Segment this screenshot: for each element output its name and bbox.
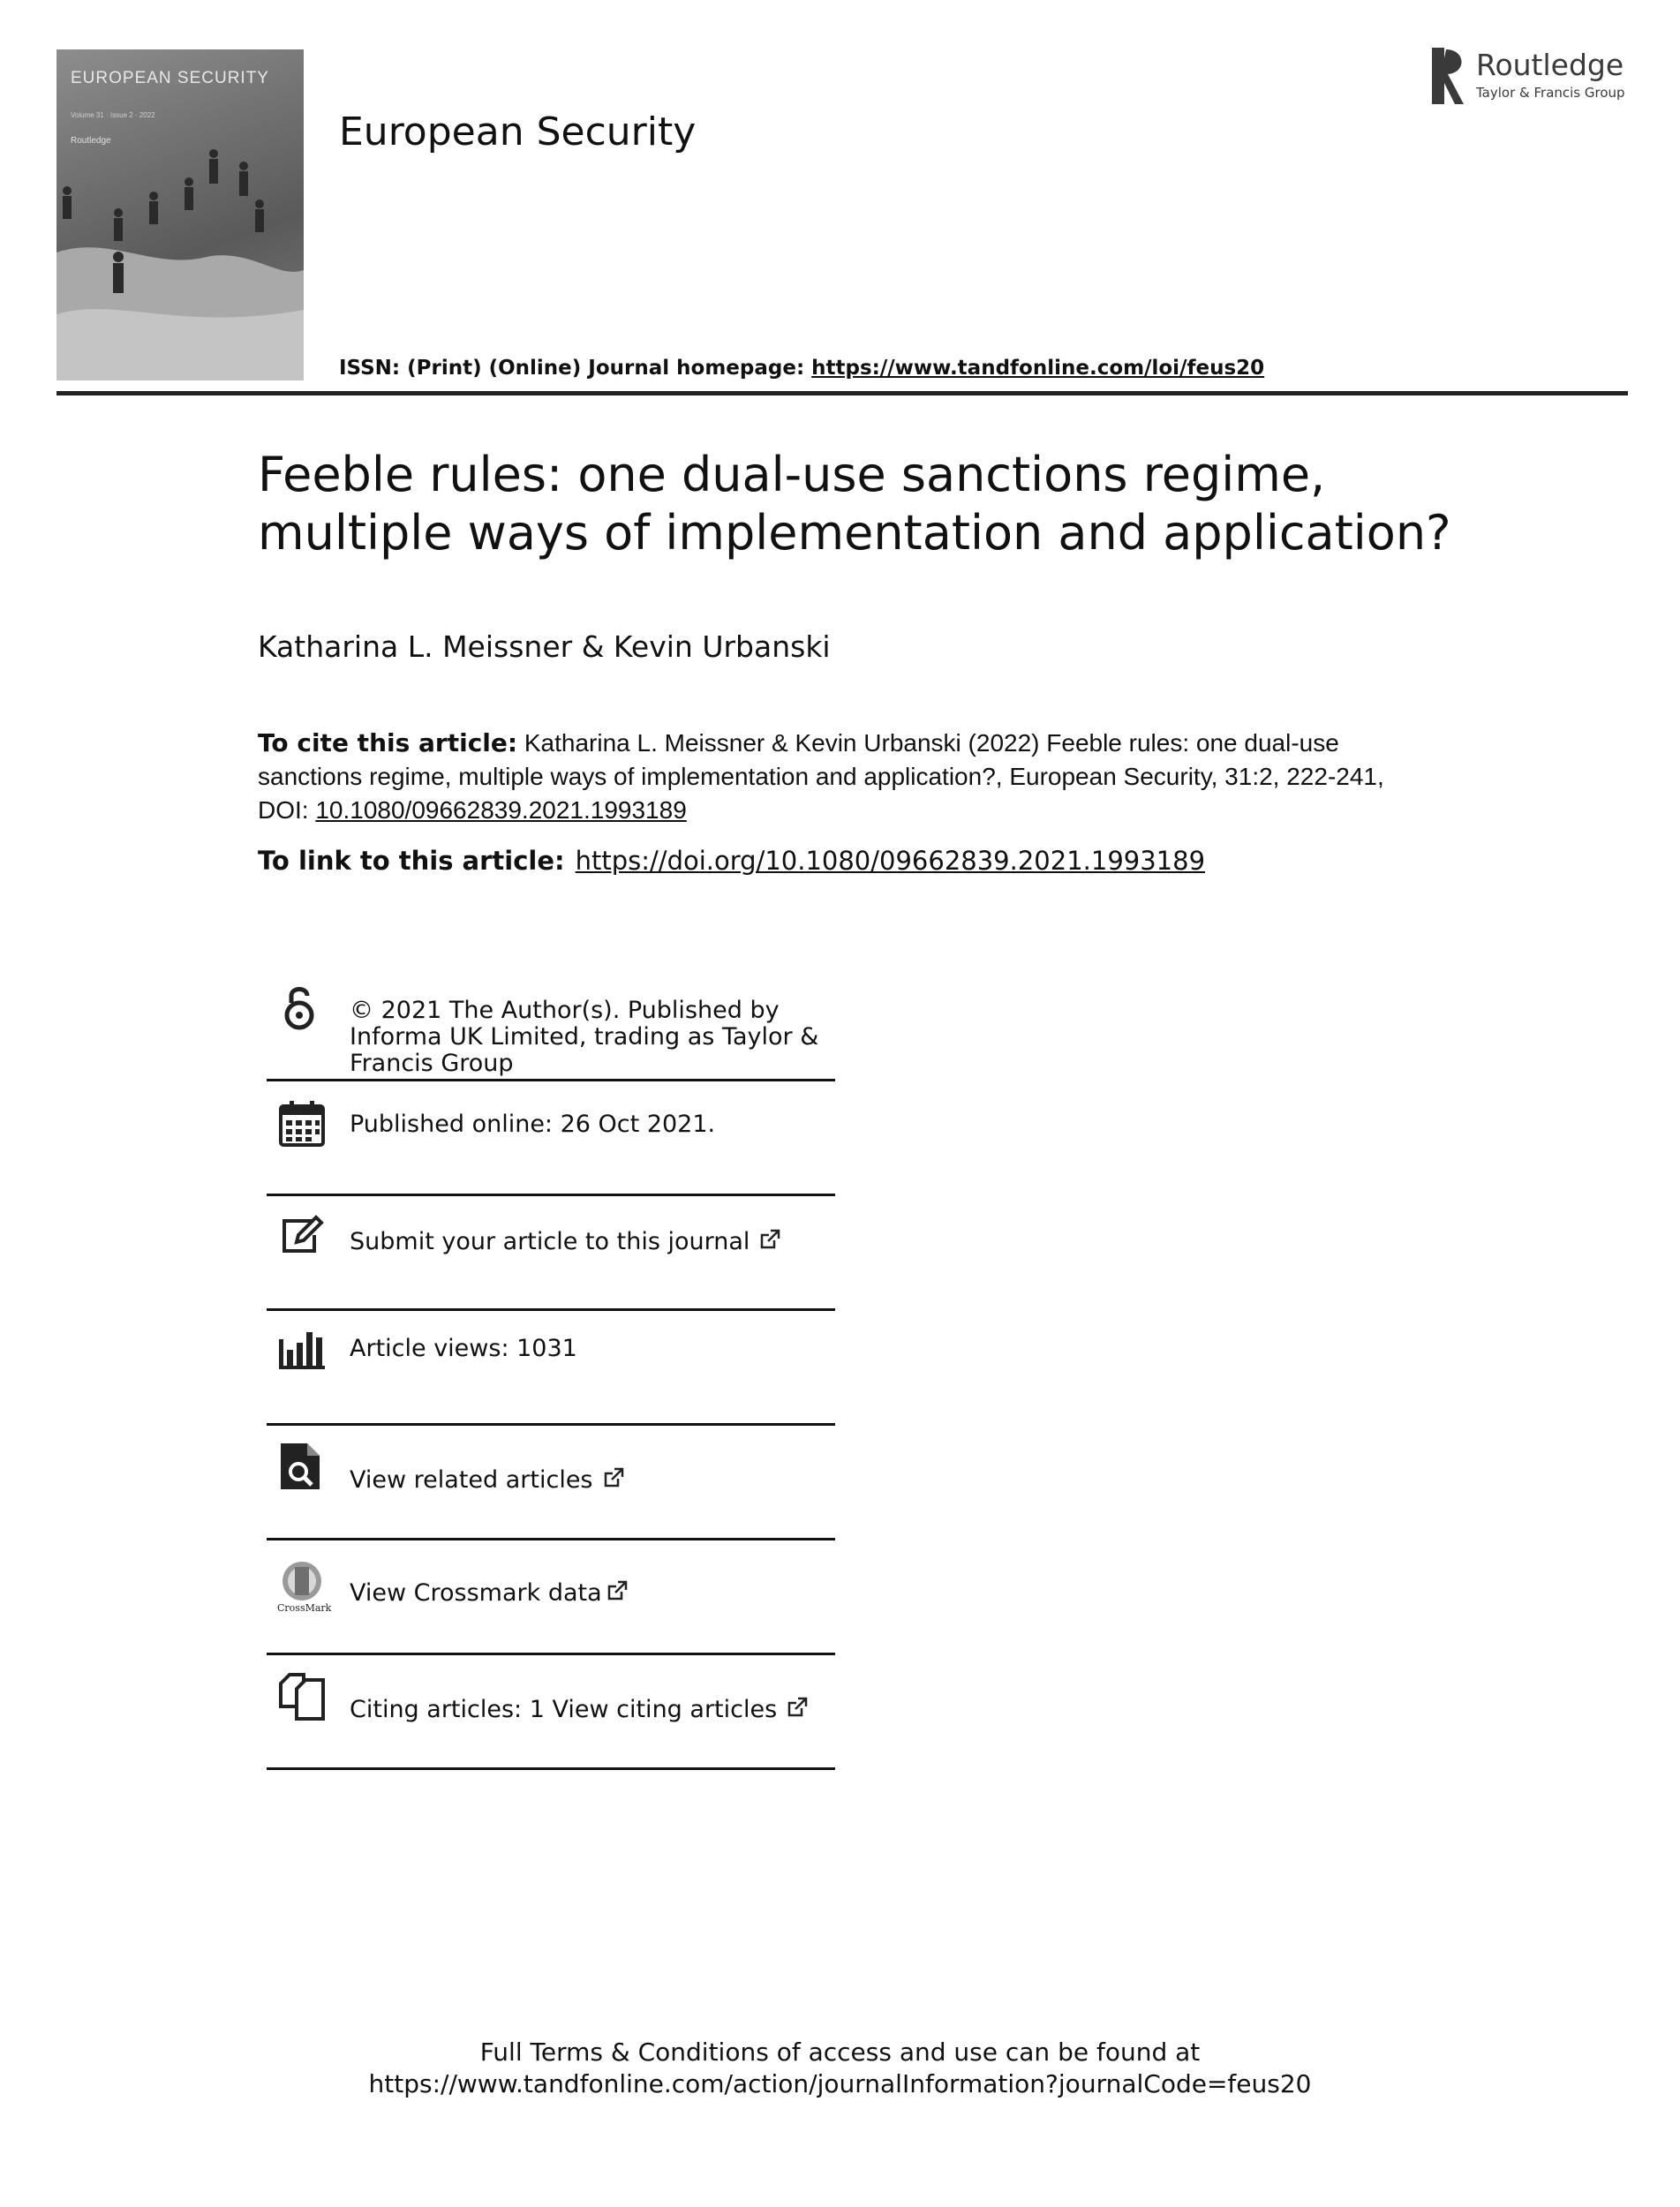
cover-title: EUROPEAN SECURITY xyxy=(71,69,269,87)
terms-url[interactable]: https://www.tandfonline.com/action/journalInformation?journalCode=feus20 xyxy=(368,2069,1312,2098)
terms-line-1: Full Terms & Conditions of access and use can be found at xyxy=(479,2038,1201,2067)
cover-photo-graphic xyxy=(57,49,304,380)
crossmark-link[interactable] xyxy=(350,1579,629,1607)
bar-chart-icon xyxy=(277,1322,327,1371)
publisher-name: Routledge xyxy=(1476,48,1624,82)
related-articles-text: View related articles xyxy=(350,1466,593,1494)
header-divider xyxy=(57,391,1628,395)
license-text: © 2021 The Author(s). Published by Informa UK Limited, trading as Taylor & Francis Group xyxy=(350,997,819,1077)
external-link-icon xyxy=(758,1228,781,1251)
article-title: Feeble rules: one dual-use sanctions regime, multiple ways of implementation and application? xyxy=(258,447,1451,561)
journal-cover-image xyxy=(57,49,304,380)
external-link-icon xyxy=(786,1696,809,1719)
external-link-icon xyxy=(606,1579,629,1602)
related-articles-icon xyxy=(277,1442,327,1491)
issn-text: ISSN: (Print) (Online) Journal homepage: xyxy=(339,357,812,380)
cover-publisher: Routledge xyxy=(71,136,111,146)
calendar-icon xyxy=(277,1099,327,1149)
terms-footer xyxy=(0,2037,1680,2100)
license-row xyxy=(267,978,835,1081)
article-link-block xyxy=(258,846,1205,876)
published-row xyxy=(267,1081,835,1196)
article-doi-link[interactable]: https://doi.org/10.1080/09662839.2021.1993189 xyxy=(575,846,1206,876)
link-label: To link to this article: xyxy=(258,846,565,876)
cite-text: Katharina L. Meissner & Kevin Urbanski (2022) Feeble rules: one dual-use sanctions regime, multiple ways of implementation and application?, European Security, 31:2, 222-241, DOI: xyxy=(258,729,1384,824)
citing-row[interactable] xyxy=(267,1655,835,1770)
citation-block xyxy=(258,727,1423,827)
journal-homepage-link[interactable]: https://www.tandfonline.com/loi/feus20 xyxy=(811,357,1265,380)
submit-row[interactable] xyxy=(267,1196,835,1311)
external-link-icon xyxy=(602,1466,625,1489)
crossmark-logo xyxy=(277,1560,332,1616)
issn-line xyxy=(339,357,1264,380)
crossmark-wordmark: CrossMark xyxy=(277,1602,332,1614)
crossmark-icon xyxy=(277,1560,327,1602)
article-views-text: Article views: 1031 xyxy=(350,1335,577,1362)
published-date-text: Published online: 26 Oct 2021. xyxy=(350,1111,716,1138)
related-row[interactable] xyxy=(267,1426,835,1540)
submit-text: Submit your article to this journal xyxy=(350,1228,750,1255)
crossmark-text: View Crossmark data xyxy=(350,1579,602,1607)
article-authors: Katharina L. Meissner & Kevin Urbanski xyxy=(258,629,831,664)
related-articles-link[interactable] xyxy=(350,1466,625,1494)
publisher-subtitle: Taylor & Francis Group xyxy=(1476,85,1625,101)
citing-articles-icon xyxy=(277,1671,327,1721)
submit-link[interactable] xyxy=(350,1228,781,1255)
cover-subtitle: Volume 31 · Issue 2 · 2022 xyxy=(71,111,155,119)
edit-icon xyxy=(277,1209,327,1258)
views-row xyxy=(267,1311,835,1426)
citing-articles-link[interactable] xyxy=(350,1696,809,1723)
cite-label: To cite this article: xyxy=(258,728,518,757)
cite-doi-link[interactable]: 10.1080/09662839.2021.1993189 xyxy=(315,796,687,824)
routledge-logo-icon xyxy=(1430,46,1469,108)
journal-name: European Security xyxy=(339,109,697,154)
citing-articles-text: Citing articles: 1 View citing articles xyxy=(350,1696,778,1723)
publisher-logo xyxy=(1430,46,1642,108)
open-access-icon xyxy=(277,983,327,1033)
crossmark-row[interactable] xyxy=(267,1540,835,1655)
